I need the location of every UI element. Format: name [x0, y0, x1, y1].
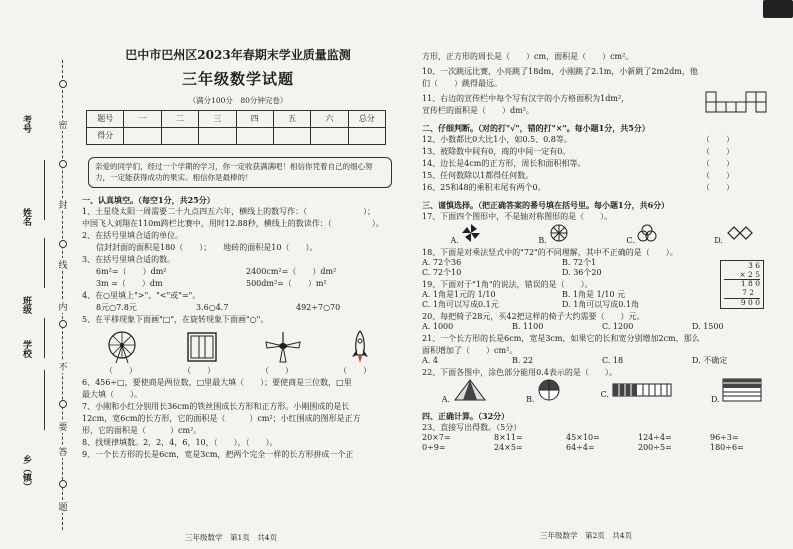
judge-item: 13、被除数中间有0，商的中间一定有0。 [422, 147, 571, 156]
calc-item[interactable]: 180÷6= [710, 443, 744, 452]
q21-option-c[interactable]: C. 18 [602, 356, 624, 365]
score-table [86, 110, 386, 145]
dash-mark: 密 [57, 118, 69, 131]
page-1-footer: 三年级数学 第1页 共4页 [185, 533, 278, 542]
question-20-options [422, 322, 782, 332]
score-cell[interactable] [199, 128, 236, 145]
question-19-options-2 [422, 300, 702, 310]
wheel-icon [549, 223, 569, 243]
answer-blank[interactable]: （ ） [105, 366, 137, 376]
dash-mark: 封 [57, 198, 69, 211]
question-3: 3、在括号里填合适的数。 [82, 255, 176, 265]
q22-option-c[interactable] [601, 383, 672, 400]
dash-mark: 内 [57, 300, 69, 313]
score-cell[interactable] [311, 128, 348, 145]
q18-option-a[interactable]: A. 72个36 [422, 258, 462, 267]
exam-id-label: 考号 [21, 115, 31, 133]
calc-line: 7 2 [724, 289, 760, 299]
question-5-pictures [82, 329, 394, 365]
score-row-label: 得分 [87, 128, 124, 145]
q20-option-d[interactable]: D. 1500 [692, 322, 724, 331]
judge-item: 14、边长是4cm的正方形，周长和面积相等。 [422, 159, 586, 168]
dash-mark: 线 [57, 258, 69, 271]
q21-option-a[interactable]: A. 4 [422, 356, 438, 365]
answer-blank[interactable]: （ ） [339, 366, 371, 376]
question-21a: 21、一个长方形的长是6cm，宽是3cm，如果它的长和宽分别增加2cm，那么 [422, 334, 700, 343]
school-blank [44, 370, 45, 430]
shaded-strip-icon [612, 383, 672, 397]
question-6a: 6、456÷□，要使商是两位数，□里最大填（ ）；要使商是三位数，□里 [82, 378, 352, 388]
judge-row [422, 171, 782, 181]
score-cell[interactable] [273, 128, 310, 145]
triquetra-icon [637, 223, 657, 243]
option-letter: C. [600, 389, 609, 399]
judge-answer[interactable]: （ ） [702, 135, 734, 144]
option-letter: A. [450, 235, 459, 245]
question-19-options-1 [422, 290, 702, 300]
answer-blank[interactable]: （ ） [183, 366, 215, 376]
judge-item: 16、25和48的乘积末尾有两个0。 [422, 183, 546, 192]
question-17-options [422, 222, 782, 246]
q21-option-d[interactable]: D. 不确定 [692, 356, 728, 365]
score-cell[interactable] [124, 128, 161, 145]
option-letter: D. [714, 235, 723, 245]
q19-option-b[interactable]: B. 1角是 1/10 元 [562, 290, 626, 299]
question-22-options [422, 378, 782, 404]
question-21-options [422, 356, 782, 366]
chinese-knot-icon [726, 223, 754, 243]
q17-option-b[interactable] [538, 223, 569, 246]
question-10b: 们（ ）跳得最远。 [422, 79, 502, 88]
school-label: 学校 [21, 340, 31, 358]
class-label: 班级 [21, 296, 31, 314]
pinwheel-icon [461, 223, 481, 243]
score-header: 四 [236, 111, 273, 128]
question-1a: 1、土星绕太阳一周需要二十九点四五六年，横线上的数写作：（ ）； [82, 207, 376, 217]
q4-item: 492÷7○70 [296, 303, 341, 313]
q20-option-c[interactable]: C. 1200 [602, 322, 634, 331]
ink-smudge [763, 0, 793, 18]
binding-hole [59, 480, 67, 488]
binding-hole [59, 80, 67, 88]
question-5: 5、在平移现象下面画"□"，在旋转现象下面画"○"。 [82, 315, 269, 325]
name-blank [44, 238, 45, 288]
dash-mark: 答 [57, 445, 69, 458]
judge-row [422, 147, 782, 157]
bulletin-board-grid-icon [704, 90, 772, 116]
q22-option-a[interactable] [442, 378, 487, 405]
question-8: 8、找规律填数。2，2，4，6，10，（ ），（ ）。 [82, 438, 278, 448]
section-2-heading: 二、仔细判断。（对的打"√"，错的打"×"。每小题1分，共5分） [422, 123, 650, 133]
calc-item[interactable]: 64÷4= [566, 443, 595, 452]
score-header: 五 [273, 111, 310, 128]
score-cell[interactable] [236, 128, 273, 145]
calc-item[interactable]: 20×7= [422, 433, 451, 442]
question-1b: 中国飞人刘翔在110m跨栏比赛中，用时12.88秒，横线上的数读作：（ ）。 [82, 219, 384, 229]
page-1 [82, 48, 394, 548]
question-7c: 形，它的面积是（ ）cm²。 [82, 426, 202, 436]
option-letter: A. [441, 394, 451, 404]
sliding-window-icon [185, 330, 219, 364]
question-22: 22、下面各图中，涂色部分能用0.4表示的是（ ）。 [422, 368, 617, 377]
q19-option-a[interactable]: A. 1角是1元的 1/10 [422, 290, 496, 299]
exam-title: 巴中市巴州区2023年春期末学业质量监测 [125, 48, 351, 62]
question-3-row2 [82, 279, 394, 289]
exam-subtitle: 三年级数学试题 [181, 70, 294, 88]
calc-line: 9 0 0 [740, 297, 760, 307]
town-label: 乡（镇） [21, 455, 31, 491]
question-4: 4、在○里填上">"、"<"或"="。 [82, 291, 201, 301]
calc-item[interactable]: 124÷4= [638, 433, 672, 442]
question-3-row1 [82, 267, 394, 277]
q17-option-d[interactable] [714, 223, 753, 246]
dash-mark: 要 [57, 420, 69, 433]
page-2 [422, 50, 782, 548]
q3-item: 2400cm²=（ ）dm² [246, 267, 337, 277]
q19-option-c[interactable]: C. 1角可以写成0.1元 [422, 300, 499, 309]
rocket-icon [348, 329, 372, 365]
question-5-answers [82, 366, 394, 376]
question-9: 9、一个长方形的长是6cm，宽是3cm，把两个完全一样的长方形拼成一个正 [82, 450, 354, 460]
binding-hole [59, 160, 67, 168]
question-20: 20、每把椅子28元，买42把这样的椅子大约需要（ ）元。 [422, 312, 645, 321]
q20-option-a[interactable]: A. 1000 [422, 322, 454, 331]
q17-option-a[interactable] [451, 223, 482, 246]
binding-hole [59, 400, 67, 408]
binding-strip [0, 0, 80, 549]
calc-item[interactable]: 45×10= [566, 433, 600, 442]
calc-item[interactable]: 8×11= [494, 433, 523, 442]
q3-item: 3m =（ ）dm [96, 279, 163, 289]
answer-blank[interactable]: （ ） [261, 366, 293, 376]
score-header: 总分 [348, 111, 385, 128]
question-2: 2、在括号里填合适的单位。 [82, 231, 184, 241]
calc-row-2 [422, 443, 782, 453]
shaded-rectangle-icon [722, 378, 762, 402]
question-17: 17、下面四个图形中，不是轴对称图形的是（ ）。 [422, 212, 613, 221]
q18-option-d[interactable]: D. 36个20 [562, 268, 602, 277]
question-9b: 方形，正方形的周长是（ ）cm，面积是（ ）cm²。 [422, 52, 634, 61]
section-4-heading: 四、正确计算。（32分） [422, 411, 510, 421]
judge-answer[interactable]: （ ） [702, 147, 734, 156]
judge-row [422, 159, 782, 169]
question-18-options-1 [422, 258, 702, 268]
question-2a: 信封封面的面积是180（ ）； 地砖的面积是10（ ）。 [96, 243, 318, 253]
option-letter: B. [526, 394, 535, 404]
q18-option-b[interactable]: B. 72个1 [562, 258, 597, 267]
calc-item[interactable]: 96÷3= [710, 433, 739, 442]
section-1-heading: 一、认真填空。（每空1分，共25分） [82, 195, 215, 206]
question-21b: 面积增加了（ ）cm²。 [422, 346, 518, 355]
class-blank [44, 318, 45, 358]
question-11 [422, 94, 782, 116]
judge-item: 15、任何数除以1都得任何数。 [422, 171, 534, 180]
q19-option-d[interactable]: D. 1角可以写成0.1角 [562, 300, 640, 309]
question-18-options-2 [422, 268, 702, 278]
question-7b: 12cm，宽6cm的长方形，它的面积是（ ）cm²；小红围成的图形是正方 [82, 414, 361, 424]
q20-option-b[interactable]: B. 1100 [512, 322, 544, 331]
exam-note: （满分100分 80分钟完卷） [188, 95, 288, 105]
exam-id-blank [44, 160, 45, 220]
page-2-footer: 三年级数学 第2页 共4页 [540, 531, 633, 540]
name-label: 姓名 [21, 208, 31, 226]
calc-line: 3 6 [748, 261, 760, 270]
option-letter: D. [711, 394, 720, 404]
multiplication-vertical [720, 260, 764, 309]
question-11a: 11、右边的宣传栏中每个写有汉字的小方格面积为1dm²， [422, 94, 630, 103]
q22-option-b[interactable] [526, 378, 561, 405]
judge-answer[interactable]: （ ） [702, 171, 734, 180]
question-19: 19、下面对于"1角"的说法，错误的是（ ）。 [422, 280, 593, 289]
score-header: 一 [124, 111, 161, 128]
question-23: 23、直接写出得数。（5分） [422, 423, 522, 432]
q4-item: 8元○7.8元 [96, 303, 137, 313]
calc-line: × 2 5 [724, 271, 760, 281]
score-header: 三 [199, 111, 236, 128]
q4-item: 3.6○4.7 [196, 303, 229, 313]
judge-row [422, 135, 782, 145]
ferris-wheel-icon [104, 329, 140, 365]
option-letter: C. [626, 235, 635, 245]
score-cell[interactable] [348, 128, 385, 145]
welcome-box: 亲爱的同学们，经过一个学期的学习，你一定收获满满吧！相信你凭着自己的细心努力，一定能获得成功的果实。相信你是最棒的！ [88, 157, 392, 188]
question-7a: 7、小刚和小红分别用长36cm的铁丝围成长方形和正方形。小刚围成的是长 [82, 402, 350, 412]
judge-answer[interactable]: （ ） [702, 159, 734, 168]
judge-row [422, 183, 782, 193]
q3-item: 500dm²=（ ）m² [246, 279, 327, 289]
q17-option-c[interactable] [626, 223, 657, 246]
judge-answer[interactable]: （ ） [702, 183, 734, 192]
shaded-triangle-icon [453, 378, 487, 402]
question-4-row [82, 303, 394, 313]
question-10a: 10、一次跳远比赛，小亮跳了18dm，小刚跳了2.1m，小新跳了2m2dm，他 [422, 67, 698, 76]
calc-line: 1 8 0 [740, 279, 760, 289]
q21-option-b[interactable]: B. 22 [512, 356, 534, 365]
q18-option-c[interactable]: C. 72个10 [422, 268, 462, 277]
binding-hole [59, 240, 67, 248]
calc-item[interactable]: 24×5= [494, 443, 523, 452]
calc-row-1 [422, 433, 782, 443]
score-header: 六 [311, 111, 348, 128]
score-header: 二 [161, 111, 198, 128]
q22-option-d[interactable] [711, 378, 762, 405]
q3-item: 6m²=（ ）dm² [96, 267, 167, 277]
question-18-text: 18、下面是对乘法竖式中的"72"的不同理解，其中不正确的是（ ）。 [422, 248, 678, 257]
question-11b: 宣传栏的面积是（ ）dm²。 [422, 106, 534, 115]
section-3-heading: 三、谨慎选择。（把正确答案的番号填在括号里。每小题1分，共6分） [422, 200, 670, 210]
shaded-circle-icon [537, 378, 561, 402]
dash-mark: 不 [57, 360, 69, 373]
judge-item: 12、小数都比0大比1小，如0.5、0.8等。 [422, 135, 572, 144]
dash-mark: 题 [57, 500, 69, 513]
calc-item[interactable]: 0÷9= [422, 443, 446, 452]
ceiling-fan-icon [263, 330, 303, 364]
calc-item[interactable]: 200÷5= [638, 443, 672, 452]
score-header: 题号 [87, 111, 124, 128]
binding-hole [59, 320, 67, 328]
option-letter: B. [538, 235, 547, 245]
question-6b: 最大填（ ）。 [82, 390, 142, 400]
score-cell[interactable] [161, 128, 198, 145]
